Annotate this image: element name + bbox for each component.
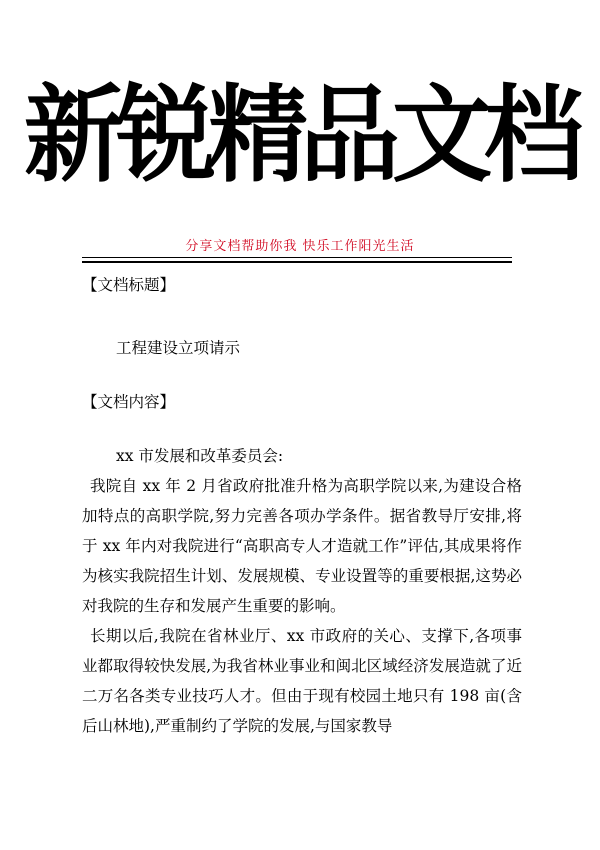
header-rule-thick <box>82 261 512 263</box>
banner-title: 新锐精品文档 <box>24 73 576 197</box>
document-title: 工程建设立项请示 <box>116 339 241 357</box>
paragraph-2: 长期以后,我院在省林业厅、xx 市政府的关心、支撑下,各项事业都取得较快发展,为我省林业事业和闽北区域经济发展造就了近二万名各类专业技巧人才。但由于现有校园土地只有 198 亩(含后山林地),严重制约了学院的发展,与国家教导 <box>82 627 522 735</box>
paragraph-1: 我院自 xx 年 2 月省政府批准升格为高职学院以来,为建设合格加特点的高职学院,努力完善各项办学条件。据省教导厅安排,将于 xx 年内对我院进行“高职高专人才造就工作”评估,其成果将作为核实我院招生计划、发展规模、专业设置等的重要根据,这势必对我院的生存和发展产生重要的影响。 <box>82 477 522 615</box>
content-label: 【文档内容】 <box>82 393 176 411</box>
salutation: xx 市发展和改革委员会: <box>116 447 284 465</box>
document-body <box>82 270 522 741</box>
header-rule-thin <box>82 257 512 258</box>
tagline: 分享文档帮助你我 快乐工作阳光生活 <box>185 239 415 254</box>
title-label: 【文档标题】 <box>82 276 176 294</box>
